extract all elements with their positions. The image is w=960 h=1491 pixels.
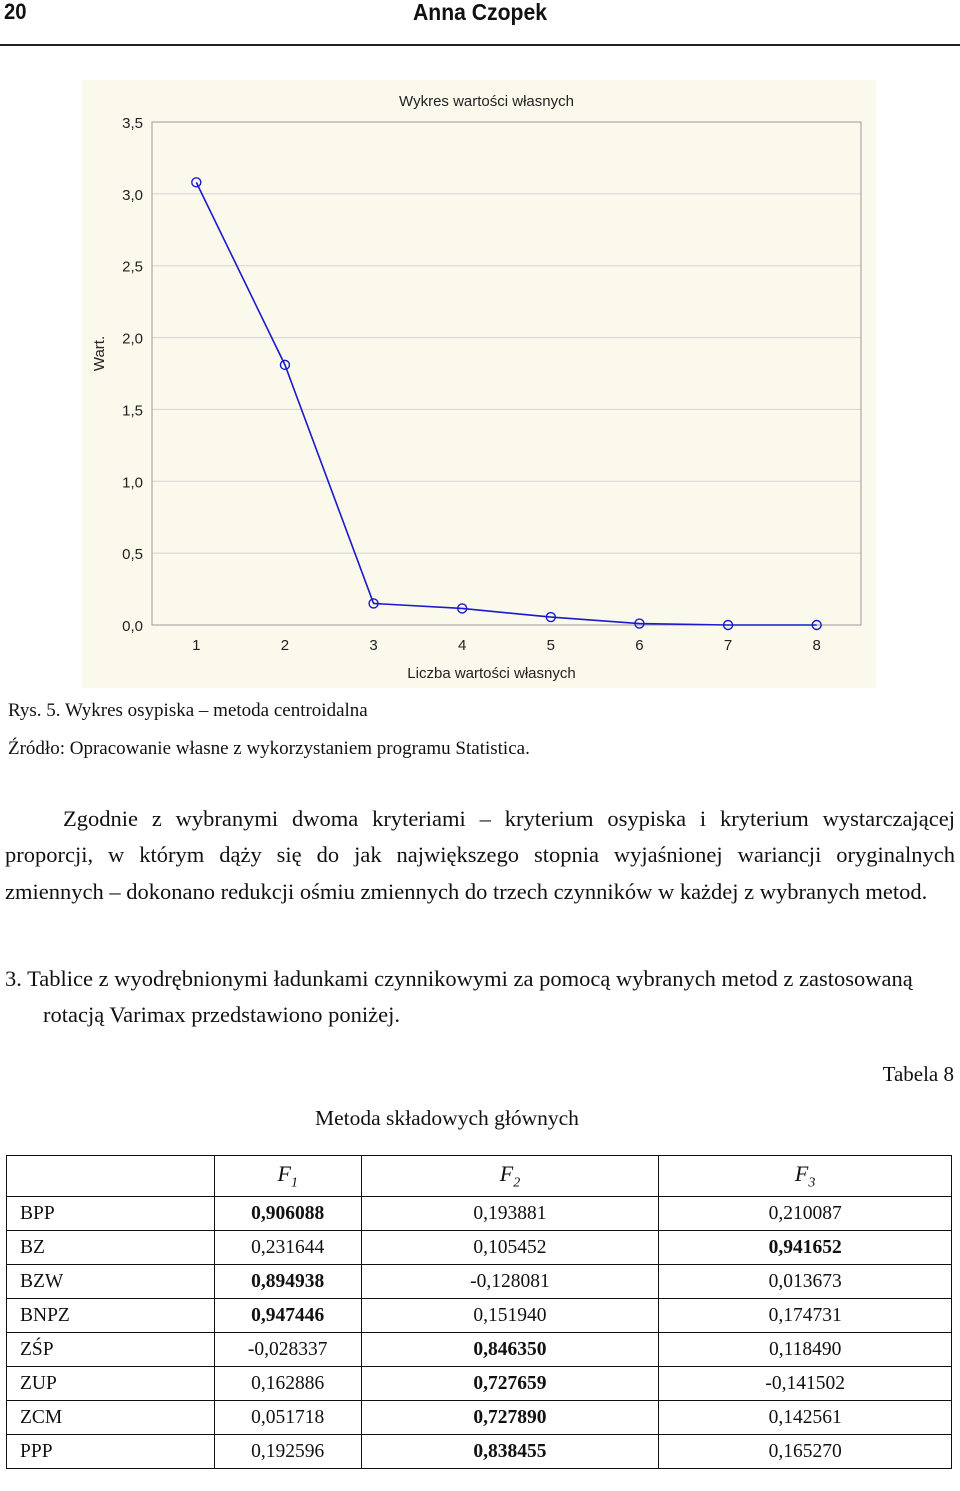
loading-value-cell: 0,846350 bbox=[361, 1333, 659, 1367]
loading-value-cell: 0,051718 bbox=[214, 1401, 361, 1435]
y-tick-label: 1,5 bbox=[122, 402, 143, 420]
table-row bbox=[7, 1367, 952, 1401]
factor-symbol: F bbox=[499, 1160, 514, 1186]
x-tick-label: 8 bbox=[812, 637, 821, 654]
x-tick-label: 5 bbox=[546, 637, 555, 654]
loading-value-cell: 0,906088 bbox=[214, 1197, 361, 1231]
loading-value-cell: -0,128081 bbox=[361, 1265, 659, 1299]
loading-value-cell: 0,727890 bbox=[361, 1401, 659, 1435]
table-corner-cell bbox=[7, 1156, 215, 1197]
scree-plot bbox=[82, 80, 876, 688]
loading-value-cell: 0,142561 bbox=[659, 1401, 952, 1435]
factor-index: 2 bbox=[513, 1175, 521, 1191]
loading-value-cell: 0,165270 bbox=[659, 1435, 952, 1469]
factor-index: 3 bbox=[808, 1175, 816, 1191]
table-row bbox=[7, 1231, 952, 1265]
body-paragraph bbox=[5, 801, 955, 910]
loading-value-cell: 0,013673 bbox=[659, 1265, 952, 1299]
variable-name-cell: ZCM bbox=[7, 1401, 215, 1435]
factor-symbol: F bbox=[794, 1160, 809, 1186]
list-item-number: 3. bbox=[5, 966, 22, 991]
loading-value-cell: -0,141502 bbox=[659, 1367, 952, 1401]
loading-value-cell: 0,941652 bbox=[659, 1231, 952, 1265]
loading-value-cell: 0,192596 bbox=[214, 1435, 361, 1469]
table-row bbox=[7, 1265, 952, 1299]
y-tick-label: 0,5 bbox=[122, 546, 143, 564]
figure-source: Źródło: Opracowanie własne z wykorzystaniem programu Statistica. bbox=[8, 738, 530, 759]
series-line bbox=[196, 182, 816, 625]
plot-frame bbox=[152, 122, 861, 625]
x-axis-label: Liczba wartości własnych bbox=[407, 665, 576, 682]
loadings-table bbox=[6, 1155, 952, 1469]
table-row bbox=[7, 1299, 952, 1333]
table-number: Tabela 8 bbox=[882, 1062, 954, 1086]
table-row bbox=[7, 1333, 952, 1367]
paragraph-text: Zgodnie z wybranymi dwoma kryteriami – kryterium osypiska i kryterium wystarczającej proporcji, w którym dąży się do jak największego stopnia wyjaśnionej wariancji oryginalnych zmiennych – dokonano redukcji ośmiu zmiennych do trzech czynników w każdej z wybranych metod. bbox=[5, 806, 955, 904]
page-header bbox=[0, 0, 960, 46]
variable-name-cell: BPP bbox=[7, 1197, 215, 1231]
loading-value-cell: -0,028337 bbox=[214, 1333, 361, 1367]
loading-value-cell: 0,193881 bbox=[361, 1197, 659, 1231]
loading-value-cell: 0,151940 bbox=[361, 1299, 659, 1333]
y-axis-label: Wart. bbox=[91, 335, 108, 372]
loading-value-cell: 0,105452 bbox=[361, 1231, 659, 1265]
variable-name-cell: BZW bbox=[7, 1265, 215, 1299]
scree-plot-svg bbox=[82, 80, 876, 688]
loading-value-cell: 0,727659 bbox=[361, 1367, 659, 1401]
table-title: Metoda składowych głównych bbox=[315, 1106, 579, 1130]
loading-value-cell: 0,231644 bbox=[214, 1231, 361, 1265]
variable-name-cell: ZUP bbox=[7, 1367, 215, 1401]
table-header-cell bbox=[659, 1156, 952, 1197]
loading-value-cell: 0,210087 bbox=[659, 1197, 952, 1231]
list-item bbox=[5, 961, 955, 1034]
table-header-cell bbox=[361, 1156, 659, 1197]
x-tick-label: 1 bbox=[192, 637, 201, 654]
table-row bbox=[7, 1401, 952, 1435]
y-tick-label: 1,0 bbox=[122, 474, 143, 492]
factor-index: 1 bbox=[290, 1175, 298, 1191]
table-header-cell bbox=[214, 1156, 361, 1197]
page-number: 20 bbox=[4, 0, 27, 24]
table-row bbox=[7, 1197, 952, 1231]
table-header-row bbox=[7, 1156, 952, 1197]
x-tick-label: 6 bbox=[635, 637, 644, 654]
loading-value-cell: 0,174731 bbox=[659, 1299, 952, 1333]
x-tick-label: 3 bbox=[369, 637, 378, 654]
loading-value-cell: 0,118490 bbox=[659, 1333, 952, 1367]
factor-symbol: F bbox=[277, 1160, 291, 1186]
y-tick-label: 3,5 bbox=[122, 115, 143, 132]
loading-value-cell: 0,838455 bbox=[361, 1435, 659, 1469]
loading-value-cell: 0,162886 bbox=[214, 1367, 361, 1401]
y-tick-label: 2,5 bbox=[122, 258, 143, 276]
numbered-list bbox=[5, 961, 955, 1034]
variable-name-cell: PPP bbox=[7, 1435, 215, 1469]
list-item-text: Tablice z wyodrębnionymi ładunkami czynnikowymi za pomocą wybranych metod z zastosowaną rotacją Varimax przedstawiono poniżej. bbox=[27, 966, 913, 1028]
variable-name-cell: ZŚP bbox=[7, 1333, 215, 1367]
chart-title: Wykres wartości własnych bbox=[399, 93, 574, 110]
table-row bbox=[7, 1435, 952, 1469]
figure-caption: Rys. 5. Wykres osypiska – metoda centroidalna bbox=[8, 700, 368, 721]
y-tick-label: 2,0 bbox=[122, 330, 143, 348]
x-tick-label: 4 bbox=[458, 637, 467, 654]
loading-value-cell: 0,894938 bbox=[214, 1265, 361, 1299]
y-tick-label: 0,0 bbox=[122, 618, 143, 635]
variable-name-cell: BNPZ bbox=[7, 1299, 215, 1333]
y-tick-label: 3,0 bbox=[122, 186, 143, 204]
x-tick-label: 2 bbox=[280, 637, 290, 654]
x-tick-label: 7 bbox=[723, 637, 733, 654]
variable-name-cell: BZ bbox=[7, 1231, 215, 1265]
loading-value-cell: 0,947446 bbox=[214, 1299, 361, 1333]
table-body bbox=[7, 1156, 952, 1469]
author-name: Anna Czopek bbox=[412, 0, 548, 25]
